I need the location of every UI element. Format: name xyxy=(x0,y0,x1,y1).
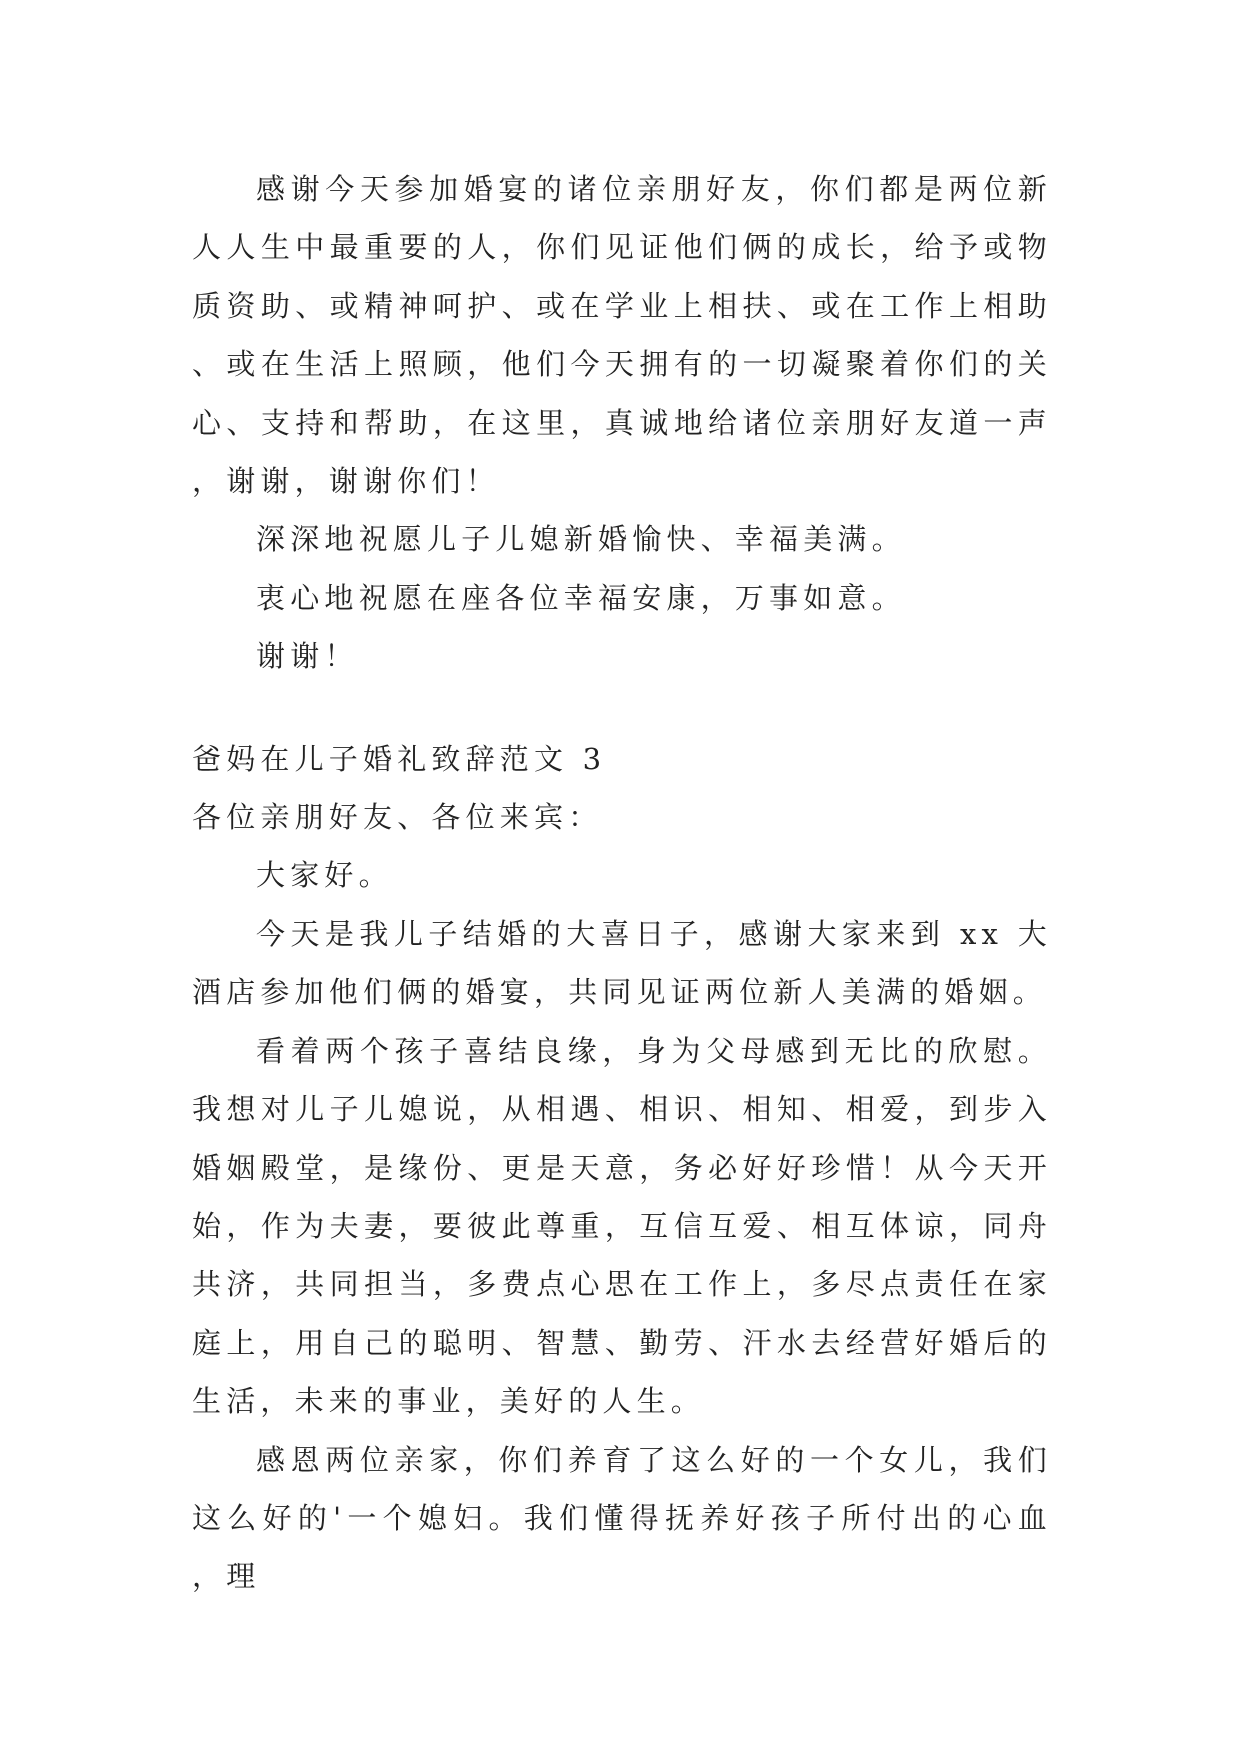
paragraph-in-laws: 感恩两位亲家，你们养育了这么好的一个女儿，我们这么好的'一个媳妇。我们懂得抚养好孩子所付出的心血，理 xyxy=(192,1442,1052,1594)
section-title: 爸妈在儿子婚礼致辞范文 3 xyxy=(192,741,607,776)
document-body xyxy=(192,160,1052,1606)
paragraph-bless-guests: 衷心地祝愿在座各位幸福安康，万事如意。 xyxy=(256,580,906,615)
paragraph-thanks-guests: 感谢今天参加婚宴的诸位亲朋好友，你们都是两位新人人生中最重要的人，你们见证他们俩的成长，给予或物质资助、或精神呵护、或在学业上相扶、或在工作上相助、或在生活上照顾，他们今天拥有的一切凝聚着你们的关心、支持和帮助，在这里，真诚地给诸位亲朋好友道一声，谢谢，谢谢你们！ xyxy=(192,172,1052,499)
greeting: 大家好。 xyxy=(256,858,393,893)
salutation: 各位亲朋好友、各位来宾： xyxy=(192,800,603,835)
paragraph-thank-you: 谢谢！ xyxy=(256,639,359,674)
paragraph-bless-couple: 深深地祝愿儿子儿媳新婚愉快、幸福美满。 xyxy=(256,522,906,557)
paragraph-wedding-day: 今天是我儿子结婚的大喜日子，感谢大家来到 xx 大酒店参加他们俩的婚宴，共同见证两位新人美满的婚姻。 xyxy=(192,916,1052,1010)
section-gap xyxy=(192,686,1052,730)
paragraph-advice: 看着两个孩子喜结良缘，身为父母感到无比的欣慰。我想对儿子儿媳说，从相遇、相识、相知、相爱，到步入婚姻殿堂，是缘份、更是天意，务必好好珍惜！从今天开始，作为夫妻，要彼此尊重，互信互爱、相互体谅，同舟共济，共同担当，多费点心思在工作上，多尽点责任在家庭上，用自己的聪明、智慧、勤劳、汗水去经营好婚后的生活，未来的事业，美好的人生。 xyxy=(192,1033,1052,1419)
